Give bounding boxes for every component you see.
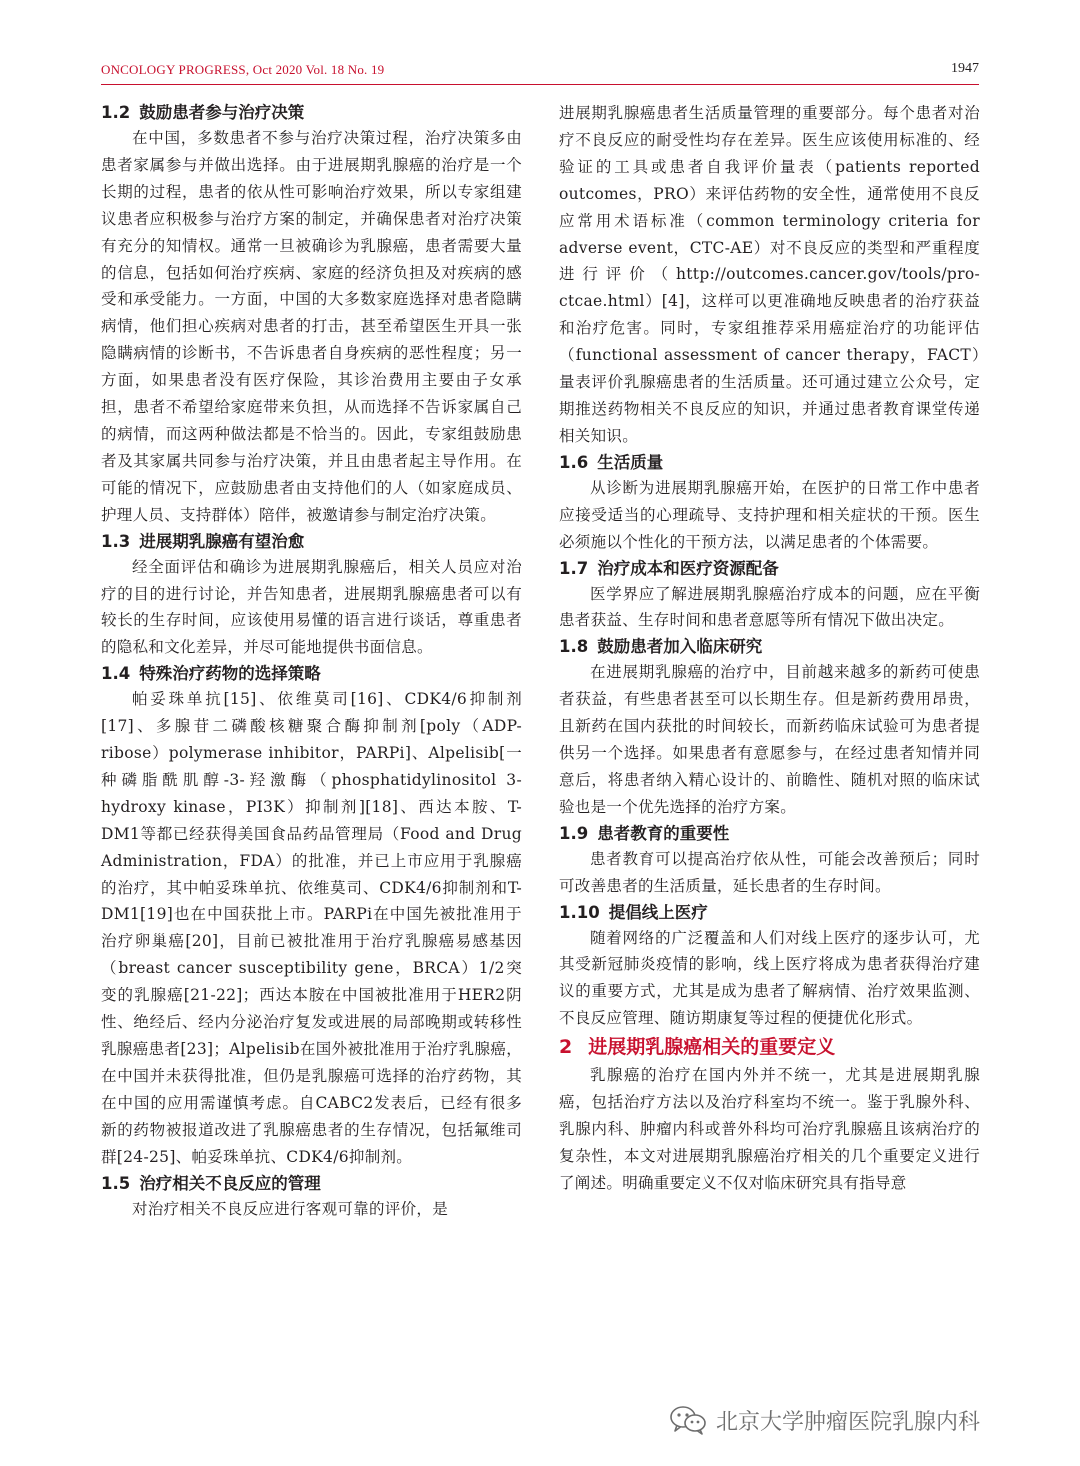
section-title: 进展期乳腺癌有望治愈 bbox=[139, 531, 305, 551]
subsection-heading bbox=[559, 634, 980, 659]
section-title: 鼓励患者参与治疗决策 bbox=[139, 103, 305, 122]
section-number: 2 bbox=[559, 1036, 573, 1059]
left-column bbox=[101, 100, 522, 1222]
wechat-icon bbox=[668, 1404, 708, 1436]
subsection-heading bbox=[101, 529, 522, 554]
body-paragraph: 在进展期乳腺癌的治疗中，目前越来越多的新药可使患者获益，有些患者甚至可以长期生存。但是新药费用昂贵，且新药在国内获批的时间较长，而新药临床试验可为患者提供另一个选择。如果患者有意愿参与，在经过患者知情并同意后，将患者纳入精心设计的、前瞻性、随机对照的临床试验也是一个优先选择的治疗方案。 bbox=[559, 663, 980, 816]
subsection-heading bbox=[101, 100, 522, 125]
section-title: 治疗成本和医疗资源配备 bbox=[597, 558, 779, 578]
section-title: 进展期乳腺癌相关的重要定义 bbox=[588, 1036, 836, 1059]
right-column bbox=[559, 100, 980, 1197]
subsection-heading bbox=[101, 661, 522, 686]
section-heading bbox=[559, 1032, 980, 1062]
body-paragraph: 随着网络的广泛覆盖和人们对线上医疗的逐步认可，尤其受新冠肺炎疫情的影响，线上医疗将成为患者获得治疗建议的重要方式，尤其是成为患者了解病情、治疗效果监测、不良反应管理、随访期康复等过程的便捷优化形式。 bbox=[559, 928, 980, 1028]
section-title: 鼓励患者加入临床研究 bbox=[597, 637, 763, 657]
body-paragraph: 帕妥珠单抗[15]、依维莫司[16]、CDK4/6抑制剂[17]、多腺苷二磷酸核糖聚合酶抑制剂[poly（ADP-ribose）polymerase inhibitor，PARPi]、Alpelisib[一种磷脂酰肌醇-3-羟激酶（phosphatidylinositol 3-hydroxy kinase，PI3K）抑制剂][18]、西达本胺、T-DM1等都已经获得美国食品药品管理局（Food and Drug Administration，FDA）的批准，并已上市应用于乳腺癌的治疗，其中帕妥珠单抗、依维莫司、CDK4/6抑制剂和T-DM1[19]也在中国获批上市。PARPi在中国先被批准用于治疗卵巢癌[20]，目前已被批准用于治疗乳腺癌易感基因（breast cancer susceptibility gene，BRCA）1/2突变的乳腺癌[21-22]；西达本胺在中国被批准用于HER2阴性、绝经后、经内分泌治疗复发或进展的局部晚期或转移性乳腺癌患者[23]；Alpelisib在国外被批准用于治疗乳腺癌，在中国并未获得批准，但仍是乳腺癌可选择的治疗药物，其在中国的应用需谨慎考虑。自CABC2发表后，已经有很多新的药物被报道改进了乳腺癌患者的生存情况，包括氟维司群[24-25]、帕妥珠单抗、CDK4/6抑制剂。 bbox=[101, 690, 522, 1166]
section-number: 1.6 bbox=[559, 452, 589, 472]
journal-title: ONCOLOGY PROGRESS, Oct 2020 Vol. 18 No. 19 bbox=[101, 62, 385, 77]
watermark-text: 北京大学肿瘤医院乳腺内科 bbox=[716, 1409, 981, 1435]
body-paragraph: 对治疗相关不良反应进行客观可靠的评价，是 bbox=[132, 1199, 449, 1218]
section-number: 1.3 bbox=[101, 531, 131, 551]
subsection-heading bbox=[559, 450, 980, 475]
body-paragraph: 经全面评估和确诊为进展期乳腺癌后，相关人员应对治疗的目的进行讨论，并告知患者，进展期乳腺癌患者可以有较长的生存时间，应该使用易懂的语言进行谈话，尊重患者的隐私和文化差异，并尽可能地提供书面信息。 bbox=[101, 557, 522, 657]
section-number: 1.2 bbox=[101, 103, 131, 122]
section-title: 生活质量 bbox=[597, 452, 664, 472]
section-title: 患者教育的重要性 bbox=[597, 823, 730, 843]
watermark bbox=[668, 1403, 980, 1437]
body-paragraph: 患者教育可以提高治疗依从性，可能会改善预后；同时可改善患者的生活质量，延长患者的生存时间。 bbox=[559, 849, 980, 895]
section-number: 1.8 bbox=[559, 637, 589, 657]
subsection-heading bbox=[101, 1171, 522, 1196]
section-number: 1.9 bbox=[559, 823, 589, 843]
section-title: 特殊治疗药物的选择策略 bbox=[139, 664, 321, 684]
page-number: 1947 bbox=[951, 61, 979, 76]
subsection-heading bbox=[559, 821, 980, 846]
section-number: 1.7 bbox=[559, 558, 589, 578]
section-number: 1.4 bbox=[101, 664, 131, 684]
running-header bbox=[101, 62, 979, 85]
body-paragraph: 从诊断为进展期乳腺癌开始，在医护的日常工作中患者应接受适当的心理疏导、支持护理和相关症状的干预。医生必须施以个性化的干预方法，以满足患者的个体需要。 bbox=[559, 478, 980, 551]
body-paragraph: 进展期乳腺癌患者生活质量管理的重要部分。每个患者对治疗不良反应的耐受性均存在差异。医生应该使用标准的、经验证的工具或患者自我评价量表（patients reported outcomes，PRO）来评估药物的安全性，通常使用不良反应常用术语标准（common terminology criteria for adverse event，CTC-AE）对不良反应的类型和严重程度进行评价（http://outcomes.cancer.gov/tools/pro- ctcae.html）[4]，这样可以更准确地反映患者的治疗获益和治疗危害。同时，专家组推荐采用癌症治疗的功能评估（functional assessment of cancer therapy，FACT）量表评价乳腺癌患者的生活质量。还可通过建立公众号，定期推送药物相关不良反应的知识，并通过患者教育课堂传递相关知识。 bbox=[559, 104, 980, 445]
section-number: 1.10 bbox=[559, 902, 600, 922]
section-title: 提倡线上医疗 bbox=[608, 902, 708, 922]
subsection-heading bbox=[559, 900, 980, 925]
body-paragraph: 乳腺癌的治疗在国内外并不统一，尤其是进展期乳腺癌，包括治疗方法以及治疗科室均不统一。鉴于乳腺外科、乳腺内科、肿瘤内科或普外科均可治疗乳腺癌且该病治疗的复杂性，本文对进展期乳腺癌治疗相关的几个重要定义进行了阐述。明确重要定义不仅对临床研究具有指导意 bbox=[559, 1066, 980, 1192]
section-number: 1.5 bbox=[101, 1173, 131, 1193]
section-title: 治疗相关不良反应的管理 bbox=[139, 1173, 321, 1193]
body-paragraph: 医学界应了解进展期乳腺癌治疗成本的问题，应在平衡患者获益、生存时间和患者意愿等所有情况下做出决定。 bbox=[559, 584, 980, 630]
body-paragraph: 在中国，多数患者不参与治疗决策过程，治疗决策多由患者家属参与并做出选择。由于进展期乳腺癌的治疗是一个长期的过程，患者的依从性可影响治疗效果，所以专家组建议患者应积极参与治疗方案的制定，并确保患者对治疗决策有充分的知情权。通常一旦被确诊为乳腺癌，患者需要大量的信息，包括如何治疗疾病、家庭的经济负担及对疾病的感受和承受能力。一方面，中国的大多数家庭选择对患者隐瞒病情，他们担心疾病对患者的打击，甚至希望医生开具一张隐瞒病情的诊断书，不告诉患者自身疾病的恶性程度；另一方面，如果患者没有医疗保险，其诊治费用主要由子女承担，患者不希望给家庭带来负担，从而选择不告诉家属自己的病情，而这两种做法都是不恰当的。因此，专家组鼓励患者及其家属共同参与治疗决策，并且由患者起主导作用。在可能的情况下，应鼓励患者由支持他们的人（如家庭成员、护理人员、支持群体）陪伴，被邀请参与制定治疗决策。 bbox=[101, 129, 522, 524]
subsection-heading bbox=[559, 556, 980, 581]
